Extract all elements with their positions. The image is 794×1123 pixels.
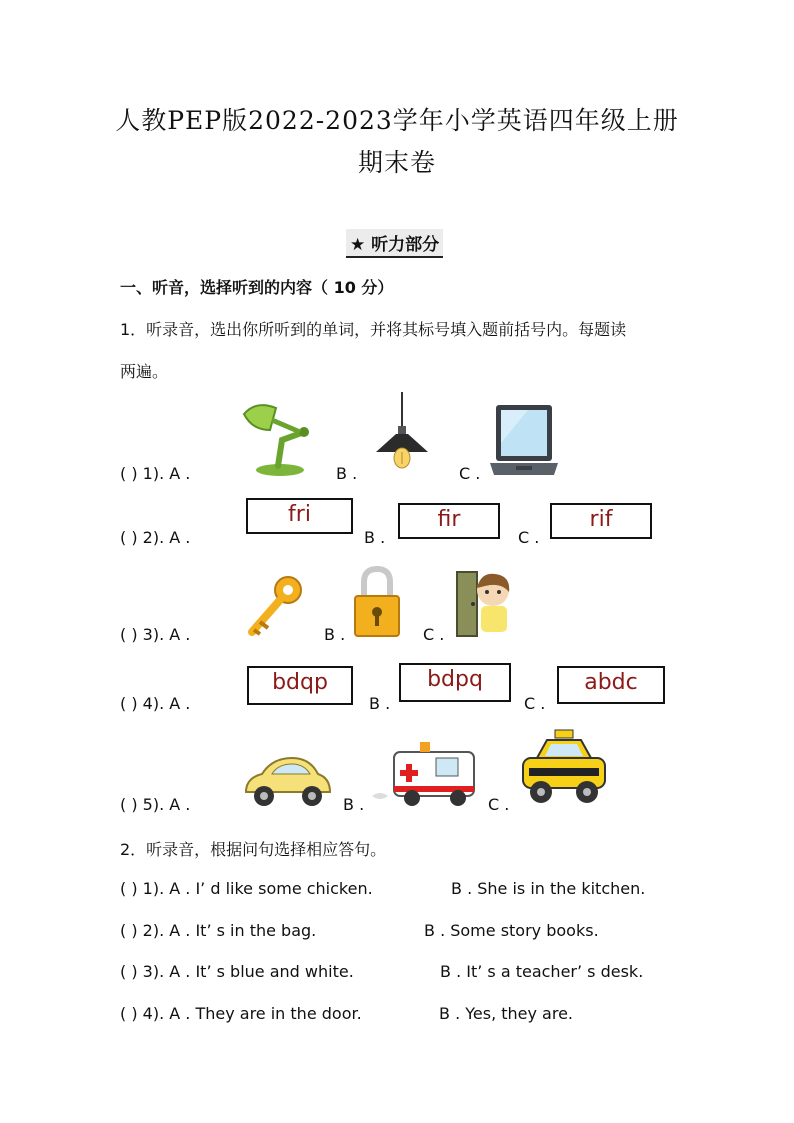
page-title-line2: 期末卷 xyxy=(357,148,436,177)
question-2-option-b: B . xyxy=(364,528,386,547)
word-box-bdpq: bdpq xyxy=(399,663,511,702)
taxi-icon xyxy=(519,728,609,810)
key-icon xyxy=(246,574,304,640)
question-1-option-b: B . xyxy=(336,464,358,483)
dialog-question-3-option-b: B . It’ s a teacher’ s desk. xyxy=(440,962,644,981)
word-box-fir: fir xyxy=(398,503,500,539)
word-box-rif: rif xyxy=(550,503,652,539)
question-4-number: ( ) 4). A . xyxy=(120,694,191,713)
dialog-question-2: ( ) 2). A . It’ s in the bag. xyxy=(120,921,317,940)
question-5-number: ( ) 5). A . xyxy=(120,795,191,814)
padlock-icon xyxy=(352,566,402,638)
question-2-number: ( ) 2). A . xyxy=(120,528,191,547)
dialog-question-4-option-b: B . Yes, they are. xyxy=(439,1004,574,1023)
question-1-number: ( ) 1). A . xyxy=(120,464,191,483)
part1-instruction-line1: 1．听录音，选出你所听到的单词，并将其标号填入题前括号内。每题读 xyxy=(120,320,627,339)
laptop-icon xyxy=(488,403,558,477)
beetle-car-icon xyxy=(242,754,332,810)
question-4-option-c: C . xyxy=(524,694,546,713)
part1-heading: 一、听音，选择听到的内容（ 10 分） xyxy=(120,278,394,297)
question-3-number: ( ) 3). A . xyxy=(120,625,191,644)
word-box-fri: fri xyxy=(246,498,353,534)
dialog-question-4: ( ) 4). A . They are in the door. xyxy=(120,1004,362,1023)
dialog-question-1-option-b: B . She is in the kitchen. xyxy=(451,879,646,898)
part1-instruction-line2: 两遍。 xyxy=(120,362,169,381)
page-title-line1: 人教PEP版2022-2023学年小学英语四年级上册 xyxy=(115,106,679,135)
question-3-option-c: C . xyxy=(423,625,445,644)
question-4-option-b: B . xyxy=(369,694,391,713)
dialog-question-2-option-b: B . Some story books. xyxy=(424,921,599,940)
boy-at-door-icon xyxy=(455,570,513,638)
dialog-question-3: ( ) 3). A . It’ s blue and white. xyxy=(120,962,354,981)
ambulance-icon xyxy=(370,740,478,810)
dialog-question-1: ( ) 1). A . I’ d like some chicken. xyxy=(120,879,373,898)
desk-lamp-icon xyxy=(242,400,314,478)
pendant-lamp-icon xyxy=(372,392,432,476)
question-3-option-b: B . xyxy=(324,625,346,644)
question-2-option-c: C . xyxy=(518,528,540,547)
question-5-option-c: C . xyxy=(488,795,510,814)
word-box-bdqp: bdqp xyxy=(247,666,353,705)
question-1-option-c: C . xyxy=(459,464,481,483)
question-5-option-b: B . xyxy=(343,795,365,814)
part2-instruction: 2．听录音，根据问句选择相应答句。 xyxy=(120,840,387,859)
section-heading: ★ 听力部分 xyxy=(346,229,443,258)
word-box-abdc: abdc xyxy=(557,666,665,704)
